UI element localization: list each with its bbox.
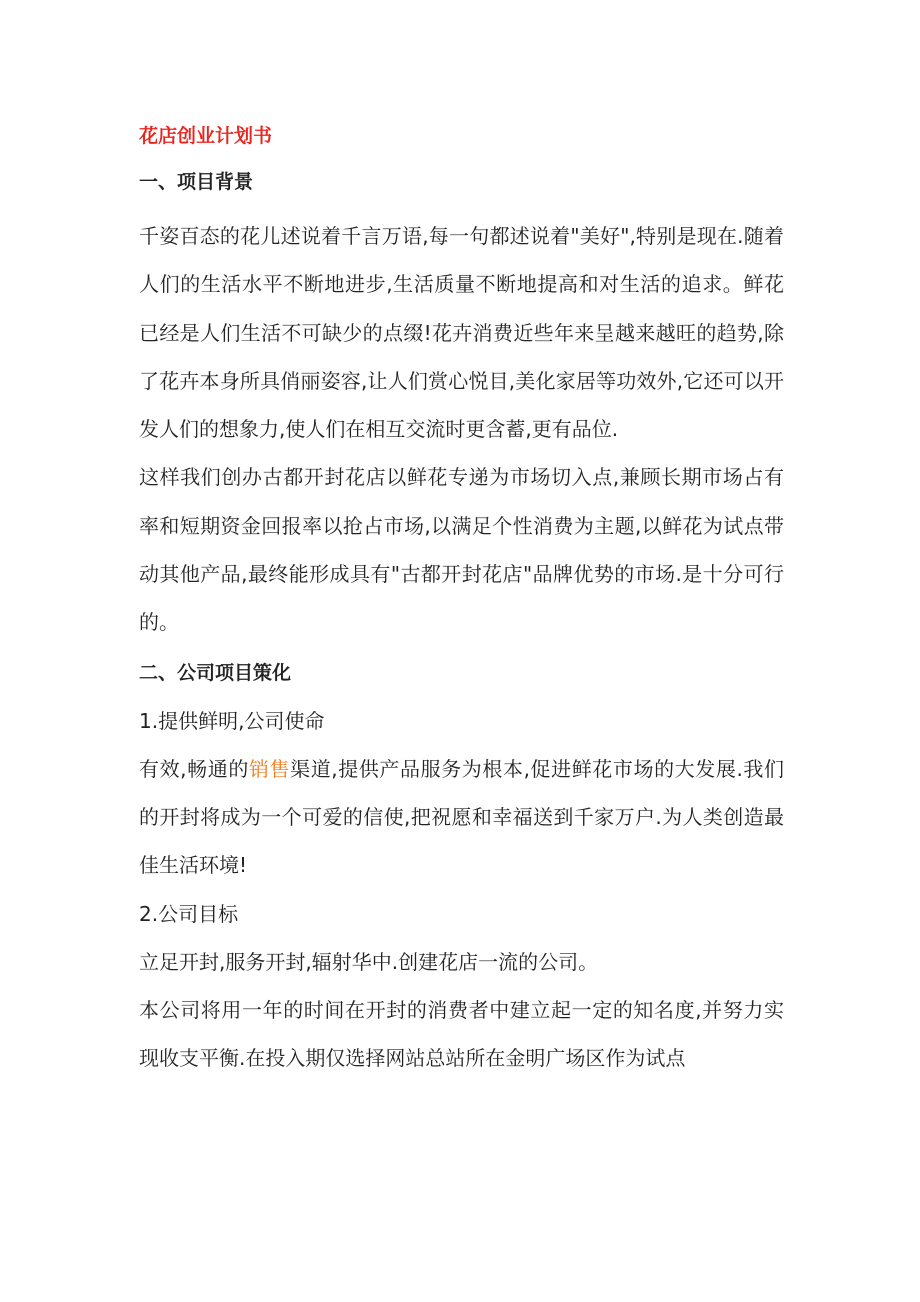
paragraph-goals-1: 立足开封,服务开封,辐射华中.创建花店一流的公司。 — [139, 949, 599, 974]
paragraph-background-1: 千姿百态的花儿述说着千言万语,每一句都述说着"美好",特别是现在.随着人们的生活水平不断地进步,生活质量不断地提高和对生活的追求。鲜花已经是人们生活不可缺少的点缀!花卉消费近些年来呈越来越旺的趋势,除了花卉本身所具俏丽姿容,让人们赏心悦目,美化家居等功效外,它还可以开发人们的想象力,使人们在相互交流时更含蓄,更有品位. — [139, 224, 784, 442]
paragraph-goals-2: 本公司将用一年的时间在开封的消费者中建立起一定的知名度,并努力实现收支平衡.在投入期仅选择网站总站所在金明广场区作为试点 — [139, 997, 784, 1071]
document-page — [139, 118, 784, 1082]
paragraph-mission — [139, 745, 784, 890]
subheading-goals: 2.公司目标 — [139, 901, 239, 926]
subheading-mission: 1.提供鲜明,公司使命 — [139, 708, 325, 733]
paragraph-mission-text-after: 渠道,提供产品服务为根本,促进鲜花市场的大发展.我们的开封将成为一个可爱的信使,把祝愿和幸福送到千家万户.为人类创造最佳生活环境! — [139, 756, 785, 878]
section-heading-planning: 二、公司项目策化 — [139, 661, 292, 684]
paragraph-background-2: 这样我们创办古都开封花店以鲜花专递为市场切入点,兼顾长期市场占有率和短期资金回报率以抢占市场,以满足个性消费为主题,以鲜花为试点带动其他产品,最终能形成具有"古都开封花店"品牌优势的市场.是十分可行的。 — [139, 465, 784, 635]
document-title: 花店创业计划书 — [139, 125, 273, 147]
section-heading-background: 一、项目背景 — [139, 171, 254, 193]
paragraph-mission-text-before: 有效,畅通的 — [139, 756, 249, 781]
sales-link[interactable]: 销售 — [248, 756, 291, 781]
